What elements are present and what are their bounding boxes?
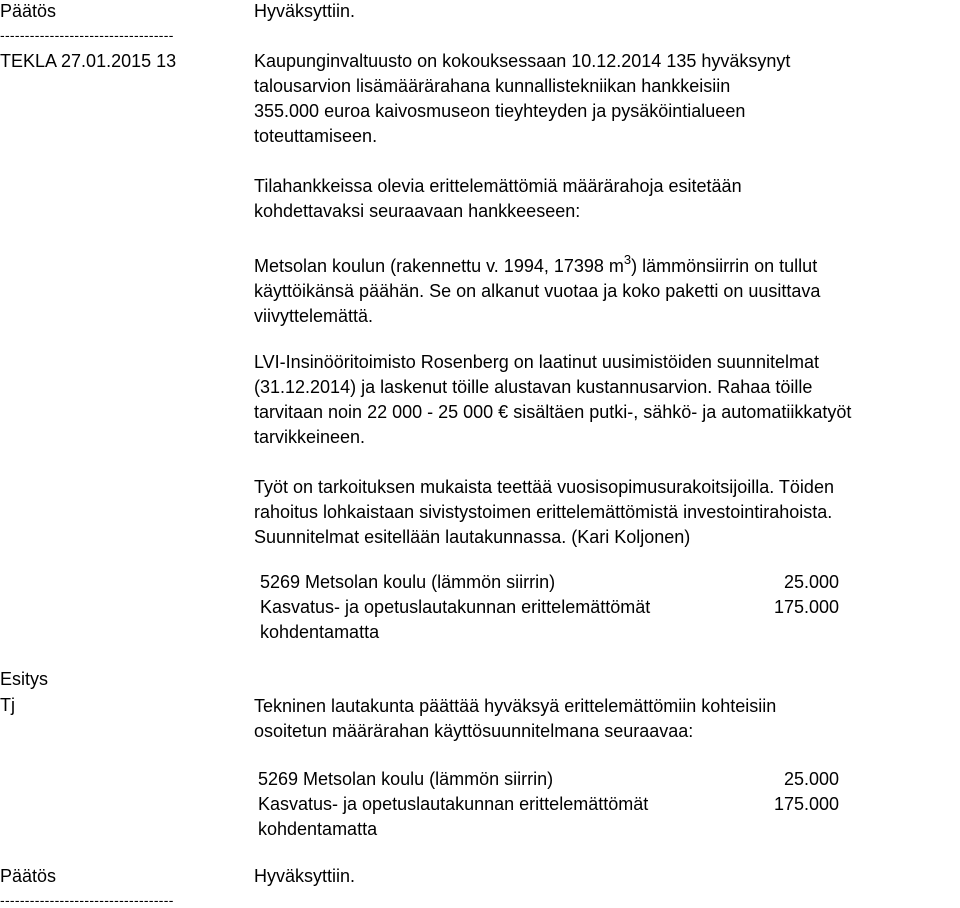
budget-row-value: 175.000 <box>774 794 840 814</box>
text-line: LVI-Insinööritoimisto Rosenberg on laatinut uusimistöiden suunnitelmat <box>254 352 819 372</box>
proposer-label: Tj <box>0 695 15 715</box>
budget-row-value: 175.000 <box>774 597 840 617</box>
budget-row-label: Kasvatus- ja opetuslautakunnan erittelemättömät <box>258 794 649 814</box>
text-line: rahoitus lohkaistaan sivistystoimen erittelemättömistä investointirahoista. <box>254 502 833 522</box>
text-line: Tekninen lautakunta päättää hyväksyä erittelemättömiin kohteisiin <box>254 696 777 716</box>
decision-value: Hyväksyttiin. <box>254 1 356 21</box>
text-line: Suunnitelmat esitellään lautakunnassa. (Kari Koljonen) <box>254 527 691 547</box>
budget-row-label: Kasvatus- ja opetuslautakunnan erittelemättömät <box>260 597 651 617</box>
budget-row-value: 25.000 <box>784 769 840 789</box>
meeting-reference: TEKLA 27.01.2015 13 <box>0 51 177 71</box>
decision-value: Hyväksyttiin. <box>254 866 356 886</box>
budget-row-label-cont: kohdentamatta <box>258 819 378 839</box>
separator: ----------------------------------- <box>0 892 174 908</box>
decision-label: Päätös <box>0 866 57 886</box>
separator: ----------------------------------- <box>0 27 174 43</box>
text-line: tarvikkeineen. <box>254 427 366 447</box>
text-line: tarvitaan noin 22 000 - 25 000 € sisältäen putki-, sähkö- ja automatiikkatyöt <box>254 402 852 422</box>
text-line: Tilahankkeissa olevia erittelemättömiä määrärahoja esitetään <box>254 176 742 196</box>
text-line: Kaupunginvaltuusto on kokouksessaan 10.12.2014 135 hyväksynyt <box>254 51 791 71</box>
budget-row-value: 25.000 <box>784 572 840 592</box>
text-line: 355.000 euroa kaivosmuseon tieyhteyden ja pysäköintialueen <box>254 101 746 121</box>
budget-row-label: 5269 Metsolan koulu (lämmön siirrin) <box>258 769 554 789</box>
paragraph-proposal <box>254 694 776 744</box>
text-line: viivyttelemättä. <box>254 306 374 326</box>
budget-row-label-cont: kohdentamatta <box>260 622 380 642</box>
text-line: talousarvion lisämäärärahana kunnallistekniikan hankkeisiin <box>254 76 731 96</box>
paragraph-budget-decision <box>254 49 790 149</box>
text-line: Työt on tarkoituksen mukaista teettää vuosisopimusurakoitsijoilla. Töiden <box>254 477 834 497</box>
paragraph-heat-exchanger <box>254 254 820 329</box>
decision-label: Päätös <box>0 1 57 21</box>
text-line: Metsolan koulun (rakennettu v. 1994, 17398 $m^3$) lämmönsiirrin on tullut <box>254 252 818 276</box>
text-line: toteuttamiseen. <box>254 126 378 146</box>
text-line: kohdettavaksi seuraavaan hankkeeseen: <box>254 201 581 221</box>
budget-row-label: 5269 Metsolan koulu (lämmön siirrin) <box>260 572 556 592</box>
paragraph-engineering-plan <box>254 350 851 450</box>
paragraph-allocation <box>254 174 742 224</box>
text-line: käyttöikänsä päähän. Se on alkanut vuotaa ja koko paketti on uusittava <box>254 281 821 301</box>
text-line: (31.12.2014) ja laskenut töille alustavan kustannusarvion. Rahaa töille <box>254 377 813 397</box>
proposal-label: Esitys <box>0 669 49 689</box>
paragraph-contractors <box>254 475 834 550</box>
text-line: osoitetun määrärahan käyttösuunnitelmana seuraavaa: <box>254 721 694 741</box>
